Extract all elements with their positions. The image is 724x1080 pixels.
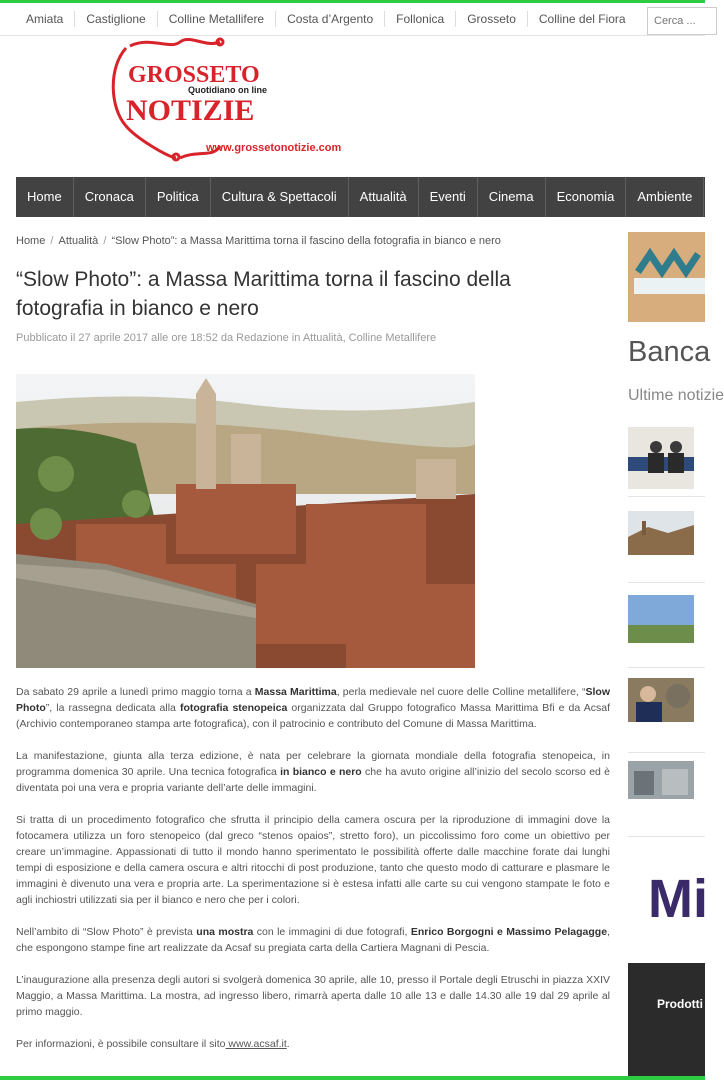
news-thumb[interactable]: [628, 511, 694, 555]
nav-item-eventi[interactable]: Eventi: [419, 177, 478, 217]
sidebar-banca-heading: Banca: [628, 336, 711, 368]
nav-item-politica[interactable]: Politica: [146, 177, 211, 217]
breadcrumb: [16, 235, 501, 247]
city-link-amiata[interactable]: Amiata: [0, 11, 75, 27]
article-meta: Pubblicato il 27 aprile 2017 alle ore 18:52 da Redazione in Attualità, Colline Metallifere: [16, 332, 437, 344]
breadcrumb-separator: /: [100, 235, 110, 247]
sidebar-divider: [628, 582, 705, 583]
city-link-costa-dargento[interactable]: Costa d’Argento: [276, 11, 385, 27]
acsaf-link[interactable]: www.acsaf.it: [225, 1038, 287, 1050]
logo-line1: GROSSETO: [128, 62, 260, 88]
sidebar-divider: [628, 836, 705, 837]
sidebar-ad-text[interactable]: Mi: [648, 869, 708, 929]
sidebar-ad-banner[interactable]: [628, 232, 705, 322]
news-thumb[interactable]: [628, 595, 694, 643]
breadcrumb-separator: /: [47, 235, 57, 247]
breadcrumb-home[interactable]: Home: [16, 235, 46, 247]
nav-item-cinema[interactable]: Cinema: [478, 177, 546, 217]
nav-item-home[interactable]: Home: [16, 177, 74, 217]
article-paragraph: La manifestazione, giunta alla terza edizione, è nata per celebrare la giornata mondiale della fotografia stenopeica, in programma domenica 30 aprile. Una tecnica fotografica in bianco e nero che ha avuto origine all’inizio del secolo scorso ed è diventata poi una vera e propria variante dell’arte delle immagini.: [16, 750, 610, 794]
news-thumb[interactable]: [628, 678, 694, 722]
nav-item-cultura-spettacoli[interactable]: Cultura & Spettacoli: [211, 177, 349, 217]
city-link-colline-del-fiora[interactable]: Colline del Fiora: [538, 12, 626, 26]
article-paragraph: Si tratta di un procedimento fotografico che sfrutta il principio della camera oscura per la riproduzione di immagini dove la fotocamera utilizza un foro stenopeico (dal greco “stenos opaios”, stretto foro), un piccolissimo foro come un obiettivo per creare un’immagine. Appassionati di tutto il mondo hanno sperimentato le possibilità offerte dalle macchine forate dai lunghi tempi di esposizione e della camera oscura e altri ritocchi di post produzione, tanto che questo modo di catturare e plasmare le immagini è divenuto una vera e propria arte. La sperimentazione si è estesa infatti alle carte su cui vengono stampate le foto e agli inchiostri utilizzati sia per il bianco e nero che per i colori.: [16, 814, 610, 906]
nav-item-attualita[interactable]: Attualità: [349, 177, 419, 217]
city-link-grosseto[interactable]: Grosseto: [456, 11, 528, 27]
sidebar-divider: [628, 496, 705, 497]
sidebar-ad-box-text: Prodotti: [657, 997, 703, 1011]
logo-line2: NOTIZIE: [126, 94, 255, 127]
article-paragraph: Da sabato 29 aprile a lunedì primo maggio torna a Massa Marittima, perla medievale nel cuore delle Colline metallifere, “Slow Photo”, la rassegna dedicata alla fotografia stenopeica organizzata dal Gruppo fotografico Massa Marittima Bfi e da Acsaf (Archivio contemporaneo stampa arte fotografica), con il patrocinio e contributo del Comune di Massa Marittima.: [16, 686, 610, 730]
city-link-follonica[interactable]: Follonica: [385, 11, 456, 27]
breadcrumb-current: “Slow Photo”: a Massa Marittima torna il fascino della fotografia in bianco e nero: [111, 235, 501, 247]
article-paragraph: Nell’ambito di “Slow Photo” è prevista una mostra con le immagini di due fotografi, Enrico Borgogni e Massimo Pelagagge, che espongono stampe fine art realizzate da Acsaf su pregiata carta della Cartiera Magnani di Pescia.: [16, 926, 610, 954]
site-logo[interactable]: [96, 38, 356, 162]
article-title: “Slow Photo”: a Massa Marittima torna il fascino della fotografia in bianco e nero: [16, 268, 511, 320]
main-navigation: [16, 177, 705, 217]
nav-item-ambiente[interactable]: Ambiente: [626, 177, 704, 217]
breadcrumb-section[interactable]: Attualità: [58, 235, 99, 247]
sidebar-ad-box[interactable]: [628, 963, 705, 1080]
article-paragraph: Per informazioni, è possibile consultare il sito www.acsaf.it.: [16, 1038, 290, 1050]
logo-tagline: Quotidiano on line: [188, 85, 267, 95]
article-body: [16, 684, 610, 1068]
bottom-accent-line: [0, 1076, 705, 1080]
city-link-castiglione[interactable]: Castiglione: [75, 11, 157, 27]
logo-url: www.grossetonotizie.com: [206, 142, 342, 154]
top-city-bar: [0, 0, 705, 36]
search-input[interactable]: [647, 7, 717, 35]
nav-item-cronaca[interactable]: Cronaca: [74, 177, 146, 217]
city-link-colline-metallifere[interactable]: Colline Metallifere: [158, 11, 276, 27]
sidebar-ultime-notizie-heading: Ultime notizie: [628, 387, 724, 404]
sidebar-divider: [628, 752, 705, 753]
article-photo: [16, 374, 475, 668]
nav-item-economia[interactable]: Economia: [546, 177, 627, 217]
news-thumb[interactable]: [628, 427, 694, 489]
article-paragraph: L’inaugurazione alla presenza degli autori si svolgerà domenica 30 aprile, alle 10, presso il Portale degli Etruschi in piazza XXIV Maggio, a Massa Marittima. La mostra, ad ingresso libero, rimarrà aperta dalle 10 alle 13 e dalle 14.30 alle 19 dal 29 aprile al primo maggio.: [16, 974, 610, 1018]
sidebar-divider: [628, 667, 705, 668]
news-thumb[interactable]: [628, 761, 694, 799]
